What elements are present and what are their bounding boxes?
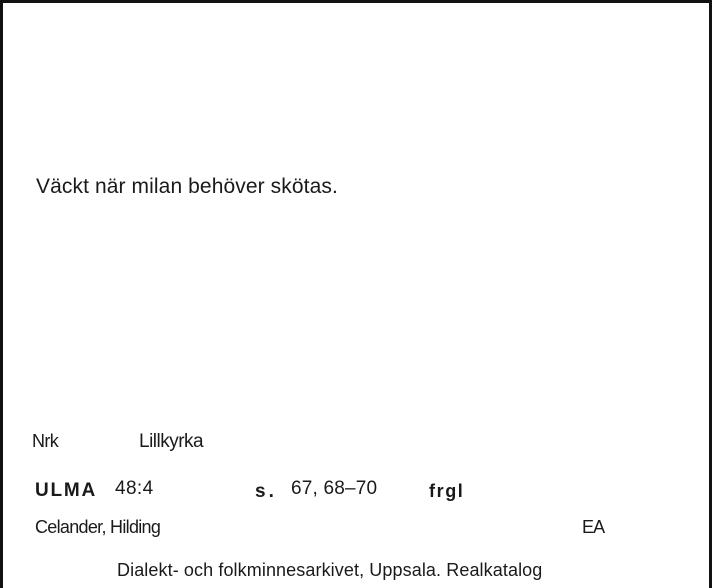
page-label: s. <box>255 481 277 502</box>
description-text: Väckt när milan behöver skötas. <box>36 175 338 198</box>
district-label: Nrk <box>32 431 59 451</box>
archive-footer: Dialekt- och folkminnesarkivet, Uppsala. Realkatalog <box>117 560 543 580</box>
parish-name: Lillkyrka <box>139 431 204 452</box>
recorder-initials: EA <box>582 517 605 537</box>
volume-number: 48:4 <box>115 478 154 499</box>
archive-code: ULMA <box>35 480 98 501</box>
collector-name: Celander, Hilding <box>35 517 161 537</box>
page-numbers: 67, 68–70 <box>291 478 378 499</box>
form-type: frgl <box>429 481 465 501</box>
